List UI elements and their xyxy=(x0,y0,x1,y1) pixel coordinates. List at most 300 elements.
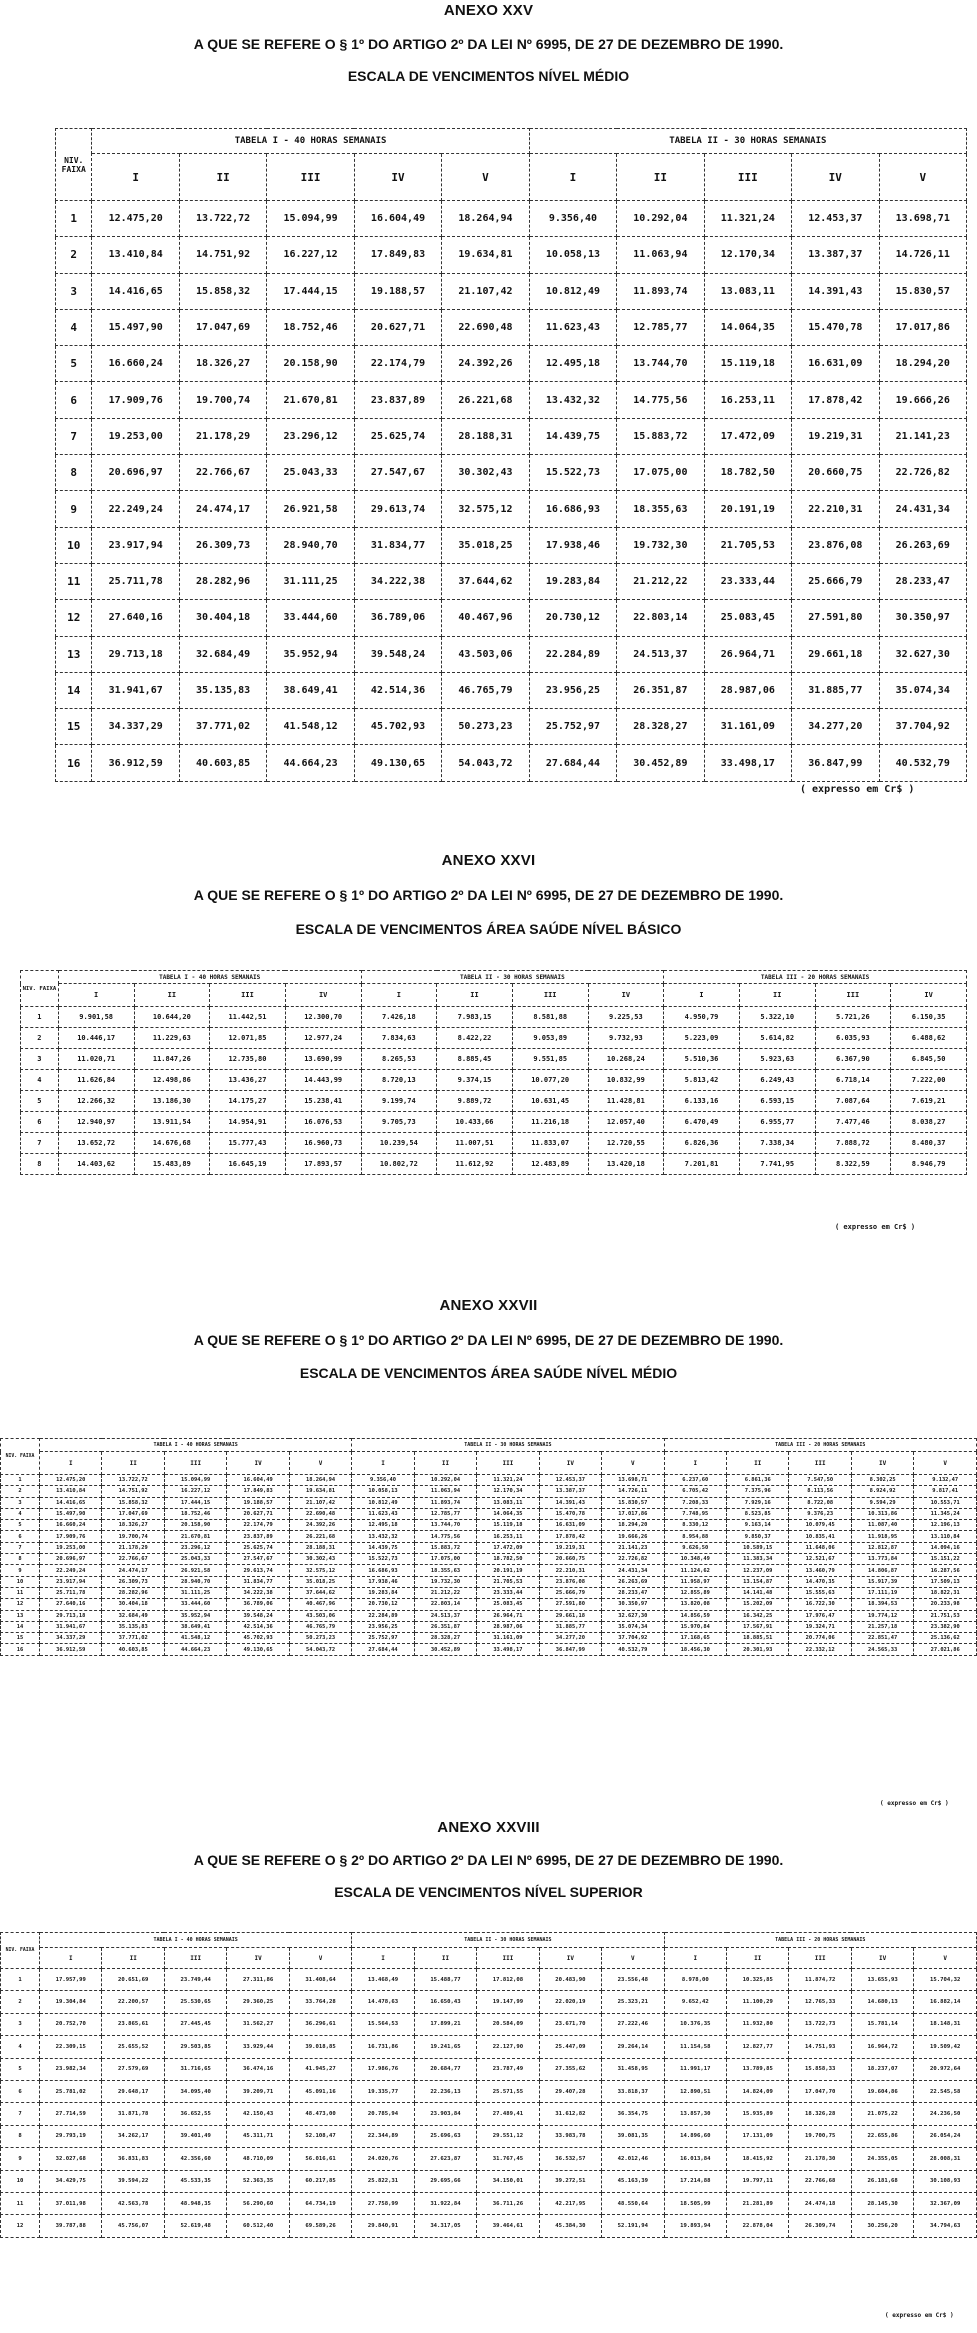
value-cell: 27.640,16 xyxy=(92,600,179,636)
value-cell: 11.648,06 xyxy=(789,1542,851,1553)
value-cell: 23.876,08 xyxy=(792,527,879,563)
value-cell: 22.249,24 xyxy=(40,1565,102,1576)
column-header: V xyxy=(289,1452,351,1475)
value-cell: 7.087,64 xyxy=(815,1091,891,1112)
value-cell: 11.626,84 xyxy=(58,1070,134,1091)
table-row xyxy=(21,1112,967,1133)
value-cell: 12.475,20 xyxy=(92,201,179,237)
column-header: V xyxy=(602,1452,664,1475)
value-cell: 12.483,89 xyxy=(512,1154,588,1175)
level-cell: 12 xyxy=(1,2215,40,2237)
value-cell: 43.503,06 xyxy=(442,636,529,672)
column-header: III xyxy=(210,984,286,1007)
value-cell: 14.094,16 xyxy=(914,1542,977,1553)
level-cell: 4 xyxy=(21,1070,59,1091)
value-cell: 12.735,80 xyxy=(210,1049,286,1070)
column-header: III xyxy=(477,1948,539,1969)
level-cell: 9 xyxy=(1,2148,40,2170)
table-group-header: TABELA II - 30 HORAS SEMANAIS xyxy=(361,971,664,984)
value-cell: 25.625,74 xyxy=(227,1542,289,1553)
value-cell: 22.332,12 xyxy=(789,1644,851,1655)
value-cell: 35.952,94 xyxy=(267,636,354,672)
value-cell: 16.631,09 xyxy=(539,1520,601,1531)
value-cell: 23.837,89 xyxy=(227,1531,289,1542)
annex-xxvii-subtitle: A QUE SE REFERE O § 1º DO ARTIGO 2º DA LEI Nº 6995, DE 27 DE DEZEMBRO DE 1990. xyxy=(193,1332,784,1348)
value-cell: 13.436,27 xyxy=(210,1070,286,1091)
value-cell: 23.837,89 xyxy=(354,382,441,418)
value-cell: 16.227,12 xyxy=(164,1486,226,1497)
value-cell: 32.684,49 xyxy=(179,636,266,672)
value-cell: 40.603,85 xyxy=(179,745,266,781)
value-cell: 34.277,20 xyxy=(792,709,879,745)
column-header: III xyxy=(512,984,588,1007)
value-cell: 15.119,18 xyxy=(704,346,791,382)
value-cell: 31.834,77 xyxy=(227,1576,289,1587)
value-cell: 31.941,67 xyxy=(92,672,179,708)
value-cell: 36.831,83 xyxy=(102,2148,164,2170)
annex-xxviii-heading: ESCALA DE VENCIMENTOS NÍVEL SUPERIOR xyxy=(334,1884,643,1900)
value-cell: 9.356,40 xyxy=(352,1475,414,1486)
value-cell: 27.591,80 xyxy=(539,1599,601,1610)
value-cell: 20.696,97 xyxy=(40,1554,102,1565)
value-cell: 23.865,61 xyxy=(102,2013,164,2035)
value-cell: 36.711,26 xyxy=(477,2192,539,2214)
value-cell: 13.655,93 xyxy=(851,1969,913,1991)
table-row xyxy=(56,201,967,237)
value-cell: 21.705,53 xyxy=(477,1576,539,1587)
value-cell: 28.145,30 xyxy=(851,2192,913,2214)
value-cell: 24.513,37 xyxy=(414,1610,476,1621)
value-cell: 9.901,58 xyxy=(58,1007,134,1028)
level-cell: 3 xyxy=(21,1049,59,1070)
value-cell: 26.309,73 xyxy=(179,527,266,563)
value-cell: 8.720,13 xyxy=(361,1070,437,1091)
value-cell: 20.660,75 xyxy=(792,455,879,491)
table-group-header: TABELA I - 40 HORAS SEMANAIS xyxy=(40,1439,352,1452)
value-cell: 12.855,89 xyxy=(664,1587,726,1598)
value-cell: 16.253,11 xyxy=(704,382,791,418)
value-cell: 8.954,88 xyxy=(664,1531,726,1542)
table-row xyxy=(1,1531,977,1542)
value-cell: 32.367,09 xyxy=(914,2192,977,2214)
column-header: III xyxy=(267,154,354,201)
column-header: V xyxy=(914,1452,977,1475)
table-row xyxy=(56,636,967,672)
table-row xyxy=(56,455,967,491)
value-cell: 19.188,57 xyxy=(227,1497,289,1508)
value-cell: 25.711,78 xyxy=(40,1587,102,1598)
value-cell: 24.474,17 xyxy=(179,491,266,527)
value-cell: 17.938,46 xyxy=(352,1576,414,1587)
value-cell: 27.355,62 xyxy=(539,2058,601,2080)
value-cell: 15.704,32 xyxy=(914,1969,977,1991)
table-row xyxy=(56,418,967,454)
value-cell: 11.063,94 xyxy=(414,1486,476,1497)
value-cell: 25.655,52 xyxy=(102,2036,164,2058)
level-cell: 7 xyxy=(21,1133,59,1154)
value-cell: 28.188,31 xyxy=(442,418,529,454)
value-cell: 35.074,34 xyxy=(602,1621,664,1632)
value-cell: 25.530,65 xyxy=(164,1991,226,2013)
value-cell: 17.849,83 xyxy=(354,237,441,273)
value-cell: 7.477,46 xyxy=(815,1112,891,1133)
value-cell: 45.091,16 xyxy=(289,2080,351,2102)
value-cell: 8.924,92 xyxy=(851,1486,913,1497)
value-cell: 27.489,41 xyxy=(477,2103,539,2125)
column-header: IV xyxy=(285,984,361,1007)
level-cell: 5 xyxy=(1,2058,40,2080)
value-cell: 19.732,30 xyxy=(414,1576,476,1587)
value-cell: 22.766,67 xyxy=(102,1554,164,1565)
value-cell: 26.309,73 xyxy=(102,1576,164,1587)
value-cell: 11.216,18 xyxy=(512,1112,588,1133)
value-cell: 5.923,63 xyxy=(739,1049,815,1070)
annex-xxv-note: ( expresso em Cr$ ) xyxy=(800,784,915,795)
value-cell: 29.648,17 xyxy=(102,2080,164,2102)
value-cell: 17.168,65 xyxy=(664,1633,726,1644)
value-cell: 10.433,66 xyxy=(437,1112,513,1133)
value-cell: 14.439,75 xyxy=(352,1542,414,1553)
value-cell: 19.893,94 xyxy=(664,2215,726,2237)
level-cell: 6 xyxy=(1,2080,40,2102)
value-cell: 17.812,08 xyxy=(477,1969,539,1991)
value-cell: 14.470,35 xyxy=(789,1576,851,1587)
value-cell: 16.660,24 xyxy=(40,1520,102,1531)
table-row xyxy=(1,2058,977,2080)
value-cell: 21.178,29 xyxy=(179,418,266,454)
value-cell: 27.684,44 xyxy=(352,1644,414,1655)
table-row xyxy=(56,672,967,708)
level-cell: 13 xyxy=(56,636,92,672)
column-header: I xyxy=(664,1452,726,1475)
annex-xxviii-header xyxy=(0,1819,977,1900)
value-cell: 42.217,95 xyxy=(539,2192,601,2214)
value-cell: 22.200,57 xyxy=(102,1991,164,2013)
column-header: II xyxy=(134,984,210,1007)
value-cell: 48.473,00 xyxy=(289,2103,351,2125)
value-cell: 23.982,34 xyxy=(40,2058,102,2080)
column-header: I xyxy=(352,1452,414,1475)
value-cell: 12.890,51 xyxy=(664,2080,726,2102)
column-header: I xyxy=(352,1948,414,1969)
value-cell: 19.219,31 xyxy=(539,1542,601,1553)
value-cell: 52.363,35 xyxy=(227,2170,289,2192)
value-cell: 20.191,19 xyxy=(477,1565,539,1576)
value-cell: 15.470,78 xyxy=(792,309,879,345)
value-cell: 22.344,89 xyxy=(352,2125,414,2147)
level-cell: 2 xyxy=(21,1028,59,1049)
value-cell: 12.453,37 xyxy=(792,201,879,237)
value-cell: 20.191,19 xyxy=(704,491,791,527)
value-cell: 29.264,14 xyxy=(602,2036,664,2058)
value-cell: 16.660,24 xyxy=(92,346,179,382)
column-header: IV xyxy=(851,1452,913,1475)
value-cell: 17.444,15 xyxy=(267,273,354,309)
column-header: I xyxy=(92,154,179,201)
annex-xxv-title: ANEXO XXV xyxy=(443,2,534,19)
value-cell: 16.287,56 xyxy=(914,1565,977,1576)
value-cell: 27.547,67 xyxy=(227,1554,289,1565)
table-row xyxy=(1,1644,977,1655)
value-cell: 6.861,36 xyxy=(727,1475,789,1486)
level-cell: 2 xyxy=(1,1991,40,2013)
column-header: IV xyxy=(539,1452,601,1475)
table-row xyxy=(56,346,967,382)
value-cell: 19.324,71 xyxy=(789,1621,851,1632)
column-header: I xyxy=(361,984,437,1007)
value-cell: 27.623,87 xyxy=(414,2148,476,2170)
level-cell: 1 xyxy=(21,1007,59,1028)
value-cell: 17.986,76 xyxy=(352,2058,414,2080)
value-cell: 14.391,43 xyxy=(792,273,879,309)
value-cell: 18.294,20 xyxy=(602,1520,664,1531)
value-cell: 16.076,53 xyxy=(285,1112,361,1133)
value-cell: 29.613,74 xyxy=(227,1565,289,1576)
value-cell: 6.367,90 xyxy=(815,1049,891,1070)
value-cell: 6.705,42 xyxy=(664,1486,726,1497)
value-cell: 25.323,21 xyxy=(602,1991,664,2013)
value-cell: 13.083,11 xyxy=(477,1497,539,1508)
value-cell: 7.208,33 xyxy=(664,1497,726,1508)
value-cell: 31.834,77 xyxy=(354,527,441,563)
value-cell: 46.765,79 xyxy=(289,1621,351,1632)
value-cell: 12.237,09 xyxy=(727,1565,789,1576)
value-cell: 40.603,85 xyxy=(102,1644,164,1655)
value-cell: 17.214,88 xyxy=(664,2170,726,2192)
value-cell: 22.690,48 xyxy=(442,309,529,345)
value-cell: 19.634,81 xyxy=(442,237,529,273)
value-cell: 16.686,93 xyxy=(352,1565,414,1576)
value-cell: 26.351,87 xyxy=(617,672,704,708)
value-cell: 30.404,18 xyxy=(179,600,266,636)
value-cell: 25.711,78 xyxy=(92,563,179,599)
value-cell: 15.522,73 xyxy=(352,1554,414,1565)
value-cell: 11.918,95 xyxy=(851,1531,913,1542)
value-cell: 11.847,26 xyxy=(134,1049,210,1070)
value-cell: 42.563,78 xyxy=(102,2192,164,2214)
value-cell: 14.775,56 xyxy=(617,382,704,418)
column-header: V xyxy=(442,154,529,201)
value-cell: 11.893,74 xyxy=(414,1497,476,1508)
value-cell: 14.064,35 xyxy=(477,1508,539,1519)
value-cell: 20.233,98 xyxy=(914,1599,977,1610)
value-cell: 19.283,84 xyxy=(352,1587,414,1598)
value-cell: 33.444,60 xyxy=(267,600,354,636)
value-cell: 45.702,93 xyxy=(227,1633,289,1644)
value-cell: 19.666,26 xyxy=(879,382,966,418)
value-cell: 36.847,99 xyxy=(792,745,879,781)
value-cell: 14.806,87 xyxy=(851,1565,913,1576)
value-cell: 6.845,50 xyxy=(891,1049,967,1070)
column-header: I xyxy=(664,1948,726,1969)
value-cell: 15.777,43 xyxy=(210,1133,286,1154)
value-cell: 11.154,58 xyxy=(664,2036,726,2058)
value-cell: 19.304,84 xyxy=(40,1991,102,2013)
value-cell: 31.941,67 xyxy=(40,1621,102,1632)
table-row xyxy=(1,1475,977,1486)
value-cell: 25.781,02 xyxy=(40,2080,102,2102)
value-cell: 24.431,34 xyxy=(879,491,966,527)
annex-xxviii-note: ( expresso em Cr$ ) xyxy=(885,2312,954,2319)
value-cell: 9.356,40 xyxy=(529,201,616,237)
value-cell: 22.726,82 xyxy=(602,1554,664,1565)
level-cell: 4 xyxy=(1,1508,40,1519)
value-cell: 5.813,42 xyxy=(664,1070,740,1091)
value-cell: 9.132,47 xyxy=(914,1475,977,1486)
table-group-header: TABELA III - 20 HORAS SEMANAIS xyxy=(664,1439,976,1452)
value-cell: 45.163,39 xyxy=(602,2170,664,2192)
value-cell: 15.497,90 xyxy=(40,1508,102,1519)
value-cell: 19.147,99 xyxy=(477,1991,539,2013)
value-cell: 35.135,83 xyxy=(179,672,266,708)
column-header: III xyxy=(477,1452,539,1475)
value-cell: 11.623,43 xyxy=(352,1508,414,1519)
value-cell: 26.263,69 xyxy=(879,527,966,563)
value-cell: 19.188,57 xyxy=(354,273,441,309)
value-cell: 10.631,45 xyxy=(512,1091,588,1112)
value-cell: 17.017,86 xyxy=(879,309,966,345)
table-group-header: TABELA I - 40 HORAS SEMANAIS xyxy=(92,129,529,154)
value-cell: 7.222,00 xyxy=(891,1070,967,1091)
value-cell: 34.222,38 xyxy=(227,1587,289,1598)
value-cell: 45.533,35 xyxy=(164,2170,226,2192)
value-cell: 25.083,45 xyxy=(477,1599,539,1610)
value-cell: 29.613,74 xyxy=(354,491,441,527)
level-cell: 6 xyxy=(1,1531,40,1542)
value-cell: 36.789,06 xyxy=(354,600,441,636)
value-cell: 10.644,20 xyxy=(134,1007,210,1028)
value-cell: 18.237,07 xyxy=(851,2058,913,2080)
value-cell: 9.889,72 xyxy=(437,1091,513,1112)
level-cell: 4 xyxy=(1,2036,40,2058)
value-cell: 19.700,75 xyxy=(789,2125,851,2147)
value-cell: 14.954,91 xyxy=(210,1112,286,1133)
value-cell: 12.940,97 xyxy=(58,1112,134,1133)
level-cell: 10 xyxy=(1,2170,40,2192)
value-cell: 27.547,67 xyxy=(354,455,441,491)
value-cell: 17.047,69 xyxy=(179,309,266,345)
value-cell: 29.503,85 xyxy=(164,2036,226,2058)
level-cell: 3 xyxy=(56,273,92,309)
value-cell: 22.309,15 xyxy=(40,2036,102,2058)
value-cell: 19.774,12 xyxy=(851,1610,913,1621)
value-cell: 21.141,23 xyxy=(879,418,966,454)
value-cell: 29.407,28 xyxy=(539,2080,601,2102)
value-cell: 9.376,23 xyxy=(789,1508,851,1519)
value-cell: 44.664,23 xyxy=(267,745,354,781)
value-cell: 11.383,34 xyxy=(727,1554,789,1565)
value-cell: 28.987,06 xyxy=(704,672,791,708)
value-cell: 16.253,11 xyxy=(477,1531,539,1542)
value-cell: 12.827,77 xyxy=(727,2036,789,2058)
value-cell: 11.345,24 xyxy=(914,1508,977,1519)
value-cell: 34.095,40 xyxy=(164,2080,226,2102)
value-cell: 46.765,79 xyxy=(442,672,529,708)
value-cell: 48.948,35 xyxy=(164,2192,226,2214)
value-cell: 8.946,79 xyxy=(891,1154,967,1175)
value-cell: 17.075,00 xyxy=(414,1554,476,1565)
value-cell: 25.083,45 xyxy=(704,600,791,636)
value-cell: 17.878,42 xyxy=(792,382,879,418)
value-cell: 15.238,41 xyxy=(285,1091,361,1112)
value-cell: 28.282,96 xyxy=(179,563,266,599)
value-cell: 13.154,87 xyxy=(727,1576,789,1587)
value-cell: 13.911,54 xyxy=(134,1112,210,1133)
value-cell: 7.888,72 xyxy=(815,1133,891,1154)
table-row xyxy=(1,1576,977,1587)
level-cell: 11 xyxy=(1,1587,40,1598)
value-cell: 64.734,19 xyxy=(289,2192,351,2214)
value-cell: 16.631,09 xyxy=(792,346,879,382)
value-cell: 23.956,25 xyxy=(352,1621,414,1632)
table-row xyxy=(1,2080,977,2102)
value-cell: 9.594,29 xyxy=(851,1497,913,1508)
value-cell: 17.444,15 xyxy=(164,1497,226,1508)
value-cell: 33.764,28 xyxy=(289,1991,351,2013)
value-cell: 22.851,47 xyxy=(851,1633,913,1644)
value-cell: 37.644,62 xyxy=(442,563,529,599)
level-cell: 7 xyxy=(56,418,92,454)
value-cell: 31.161,09 xyxy=(704,709,791,745)
value-cell: 23.956,25 xyxy=(529,672,616,708)
annex-xxv-header xyxy=(0,2,977,84)
value-cell: 22.210,31 xyxy=(792,491,879,527)
value-cell: 23.787,49 xyxy=(477,2058,539,2080)
value-cell: 32.575,12 xyxy=(442,491,529,527)
value-cell: 21.751,53 xyxy=(914,1610,977,1621)
value-cell: 17.849,83 xyxy=(227,1486,289,1497)
table-row xyxy=(1,1508,977,1519)
value-cell: 26.351,87 xyxy=(414,1621,476,1632)
value-cell: 27.222,46 xyxy=(602,2013,664,2035)
table-row xyxy=(1,1969,977,1991)
value-cell: 9.199,74 xyxy=(361,1091,437,1112)
level-cell: 15 xyxy=(56,709,92,745)
value-cell: 19.219,31 xyxy=(792,418,879,454)
column-header: IV xyxy=(792,154,879,201)
value-cell: 44.664,23 xyxy=(164,1644,226,1655)
value-cell: 10.446,17 xyxy=(58,1028,134,1049)
value-cell: 10.325,85 xyxy=(727,1969,789,1991)
value-cell: 24.020,76 xyxy=(352,2148,414,2170)
value-cell: 15.564,53 xyxy=(352,2013,414,2035)
value-cell: 18.885,51 xyxy=(727,1633,789,1644)
value-cell: 35.018,25 xyxy=(289,1576,351,1587)
value-cell: 20.730,12 xyxy=(352,1599,414,1610)
value-cell: 13.468,49 xyxy=(352,1969,414,1991)
value-cell: 21.212,22 xyxy=(414,1587,476,1598)
value-cell: 15.830,57 xyxy=(602,1497,664,1508)
value-cell: 22.545,58 xyxy=(914,2080,977,2102)
value-cell: 30.452,89 xyxy=(617,745,704,781)
value-cell: 40.467,96 xyxy=(289,1599,351,1610)
value-cell: 23.556,48 xyxy=(602,1969,664,1991)
value-cell: 19.283,84 xyxy=(529,563,616,599)
value-cell: 11.321,24 xyxy=(477,1475,539,1486)
value-cell: 7.741,95 xyxy=(739,1154,815,1175)
value-cell: 23.876,08 xyxy=(539,1576,601,1587)
value-cell: 22.803,14 xyxy=(414,1599,476,1610)
value-cell: 16.645,19 xyxy=(210,1154,286,1175)
value-cell: 60.217,85 xyxy=(289,2170,351,2192)
value-cell: 9.850,37 xyxy=(727,1531,789,1542)
value-cell: 7.375,96 xyxy=(727,1486,789,1497)
value-cell: 56.290,60 xyxy=(227,2192,289,2214)
value-cell: 34.429,75 xyxy=(40,2170,102,2192)
column-header: I xyxy=(664,984,740,1007)
value-cell: 20.696,97 xyxy=(92,455,179,491)
value-cell: 27.640,16 xyxy=(40,1599,102,1610)
